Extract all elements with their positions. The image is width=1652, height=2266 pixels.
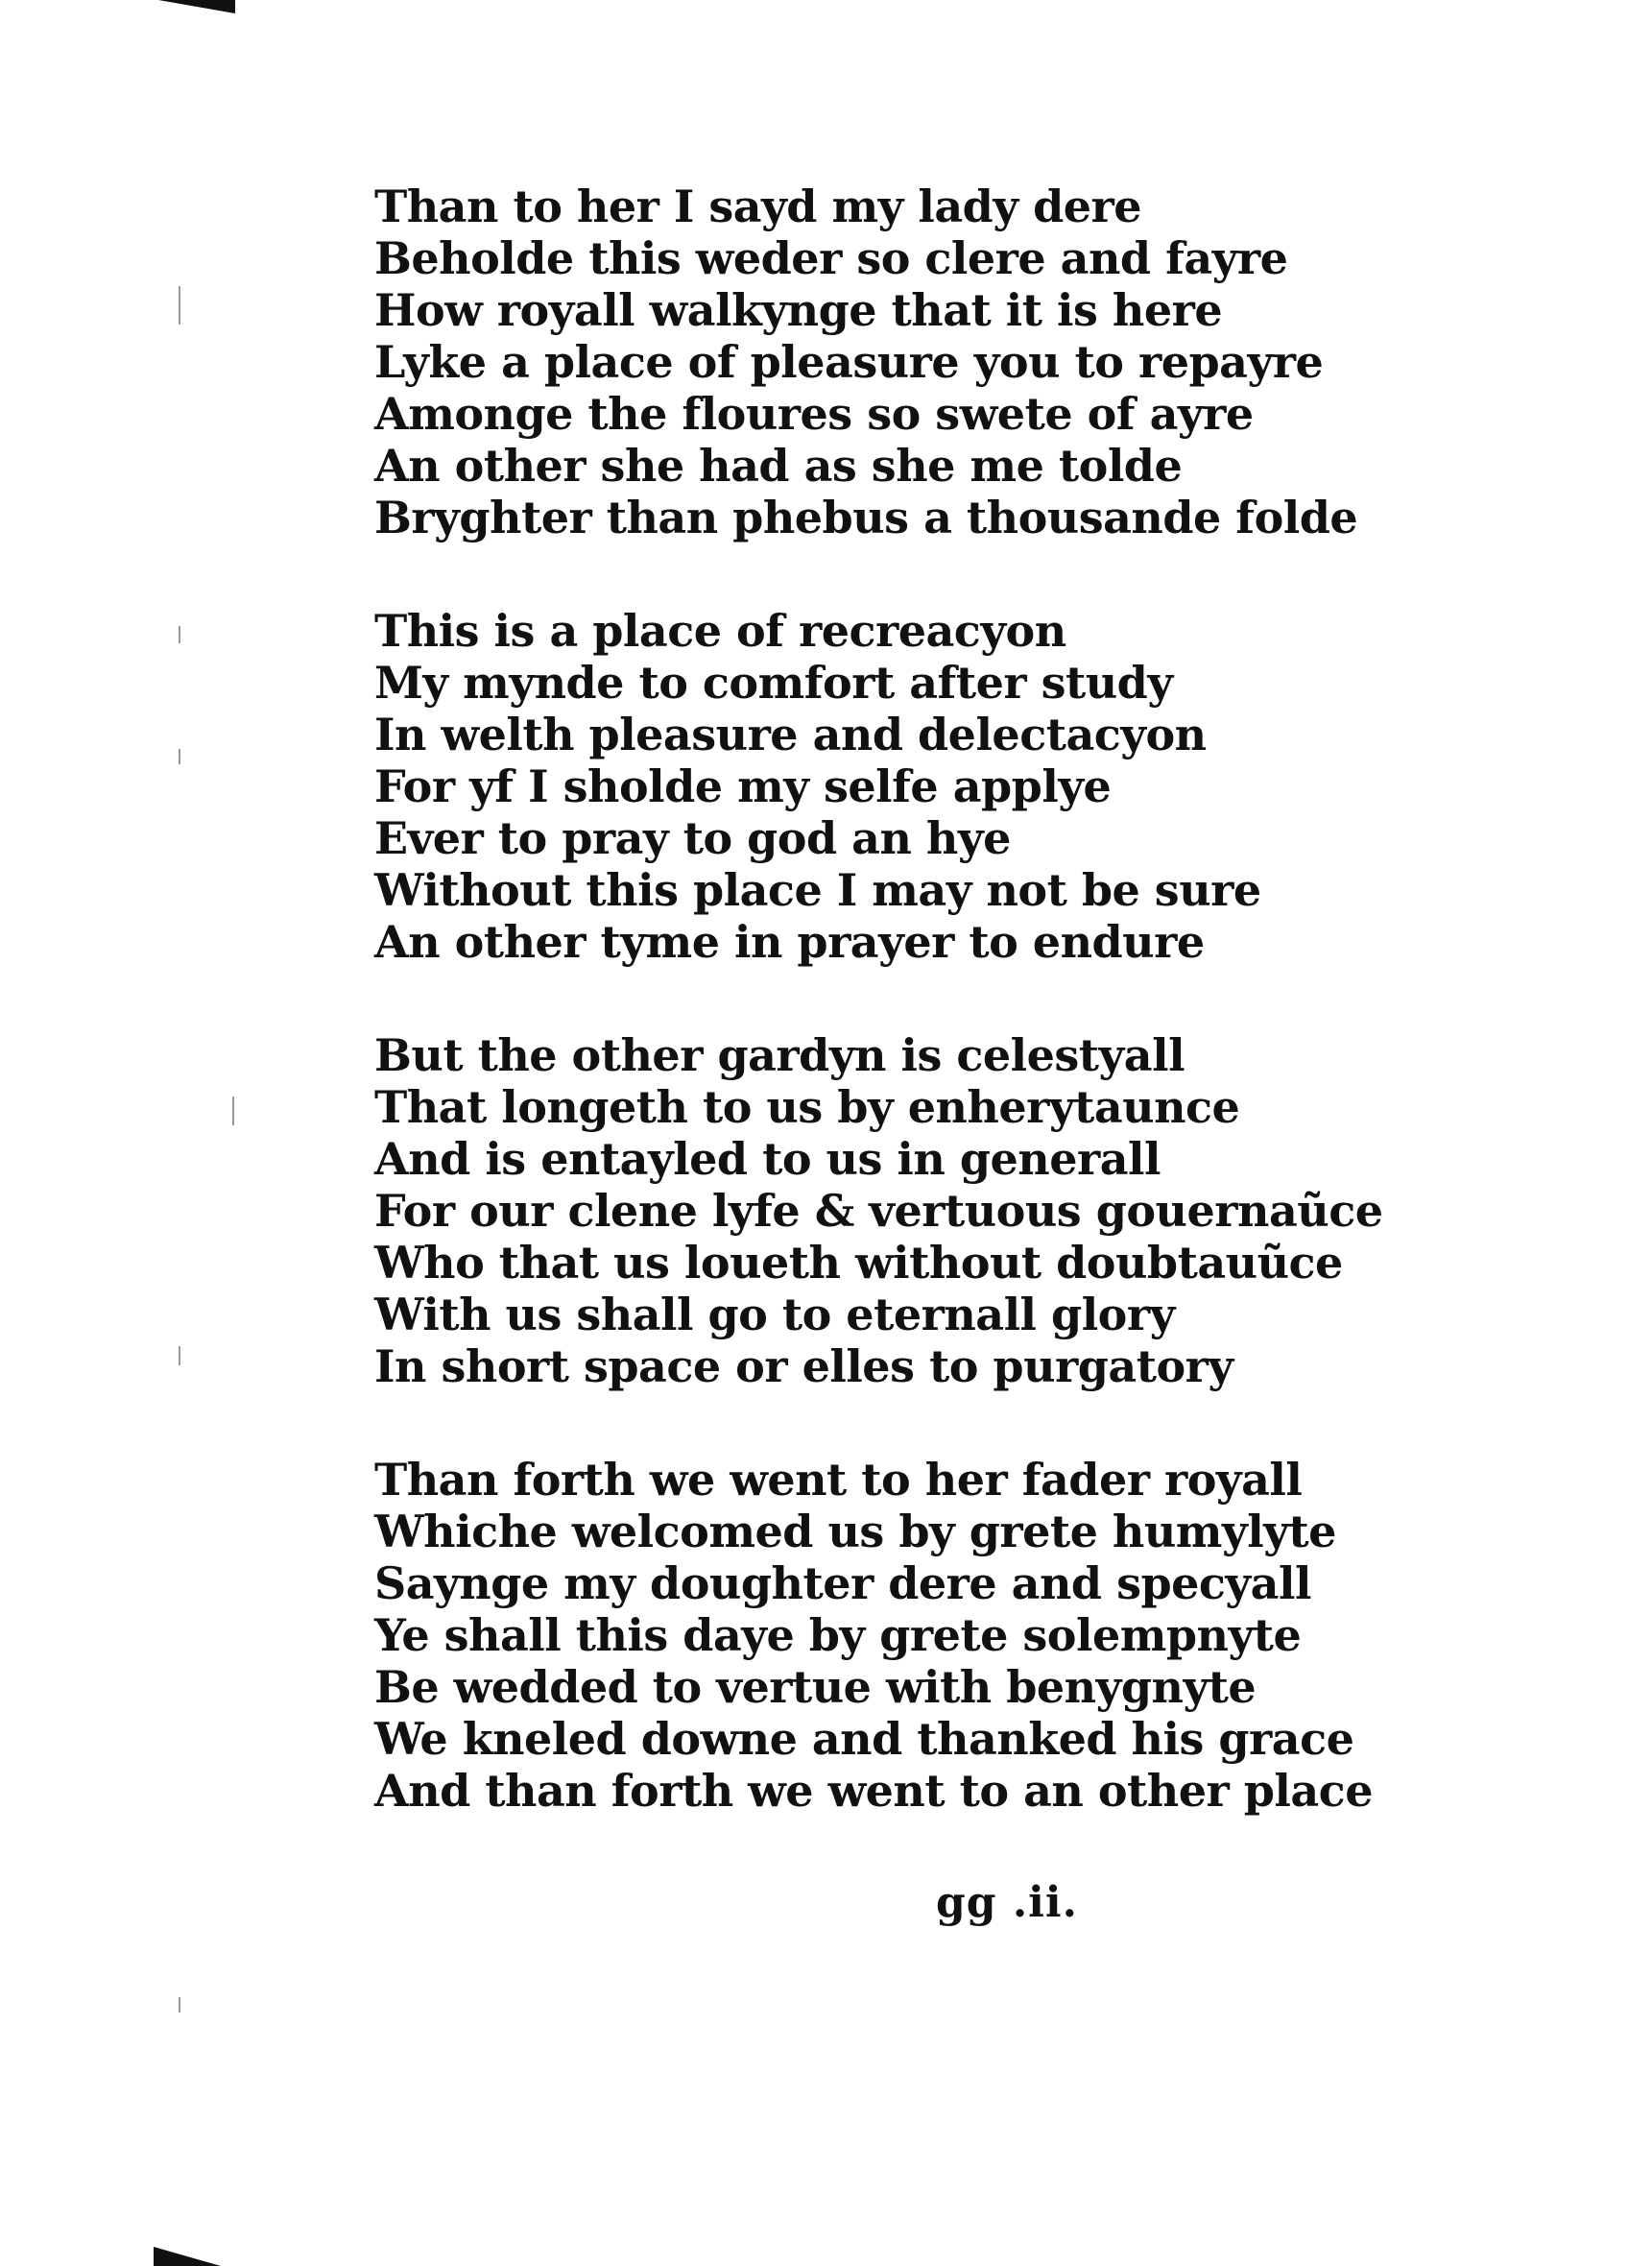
- verse-line: With us shall go to eternall glory: [374, 1289, 1175, 1340]
- verse-line: But the other gardyn is celestyall: [374, 1029, 1185, 1081]
- verse-line: Lyke a place of pleasure you to repayre: [374, 336, 1324, 388]
- verse-line: Saynge my doughter dere and specyall: [374, 1557, 1311, 1609]
- verse-line: Whiche welcomed us by grete humylyte: [374, 1506, 1336, 1557]
- stanza-4: [374, 1454, 1373, 1817]
- margin-tick: [179, 626, 180, 643]
- margin-tick: [232, 1097, 234, 1125]
- verse-line: Ever to pray to god an hye: [374, 812, 1011, 864]
- margin-tick: [179, 286, 180, 325]
- scan-edge-mark-top: [158, 0, 235, 13]
- verse-line: Be wedded to vertue with benygnyte: [374, 1661, 1257, 1713]
- verse-line: Bryghter than phebus a thousande folde: [374, 492, 1358, 543]
- poem-text: [374, 181, 1383, 1878]
- verse-line: Amonge the floures so swete of ayre: [374, 388, 1254, 440]
- margin-tick: [179, 749, 180, 764]
- verse-line: In welth pleasure and delectacyon: [374, 709, 1207, 760]
- verse-line: That longeth to us by enherytaunce: [374, 1081, 1240, 1133]
- verse-line: My mynde to comfort after study: [374, 657, 1173, 709]
- stanza-2: [374, 605, 1334, 968]
- verse-line: Beholde this weder so clere and fayre: [374, 232, 1288, 284]
- verse-line: We kneled downe and thanked his grace: [374, 1713, 1354, 1765]
- margin-tick: [179, 1346, 180, 1365]
- verse-line: Than to her I sayd my lady dere: [374, 181, 1142, 232]
- verse-line: And is entayled to us in generall: [374, 1133, 1161, 1185]
- verse-line: This is a place of recreacyon: [374, 605, 1066, 657]
- verse-line: An other tyme in prayer to endure: [374, 916, 1205, 968]
- stanza-1: [374, 181, 1358, 543]
- scan-edge-mark-bottom: [154, 2247, 221, 2266]
- stanza-3: [374, 1029, 1383, 1392]
- verse-line: Who that us loueth without doubtauũce: [374, 1237, 1343, 1289]
- verse-line: For yf I sholde my selfe applye: [374, 760, 1112, 812]
- signature-mark: gg .ii.: [936, 1878, 1078, 1927]
- margin-tick: [179, 1997, 180, 2013]
- verse-line: Than forth we went to her fader royall: [374, 1454, 1303, 1506]
- verse-line: And than forth we went to an other place: [374, 1765, 1373, 1817]
- verse-line: For our clene lyfe & vertuous gouernaũce: [374, 1185, 1383, 1237]
- verse-line: An other she had as she me tolde: [374, 440, 1183, 492]
- verse-line: In short space or elles to purgatory: [374, 1340, 1233, 1392]
- verse-line: How royall walkynge that it is here: [374, 284, 1223, 336]
- verse-line: Ye shall this daye by grete solempnyte: [374, 1609, 1302, 1661]
- verse-line: Without this place I may not be sure: [374, 864, 1261, 916]
